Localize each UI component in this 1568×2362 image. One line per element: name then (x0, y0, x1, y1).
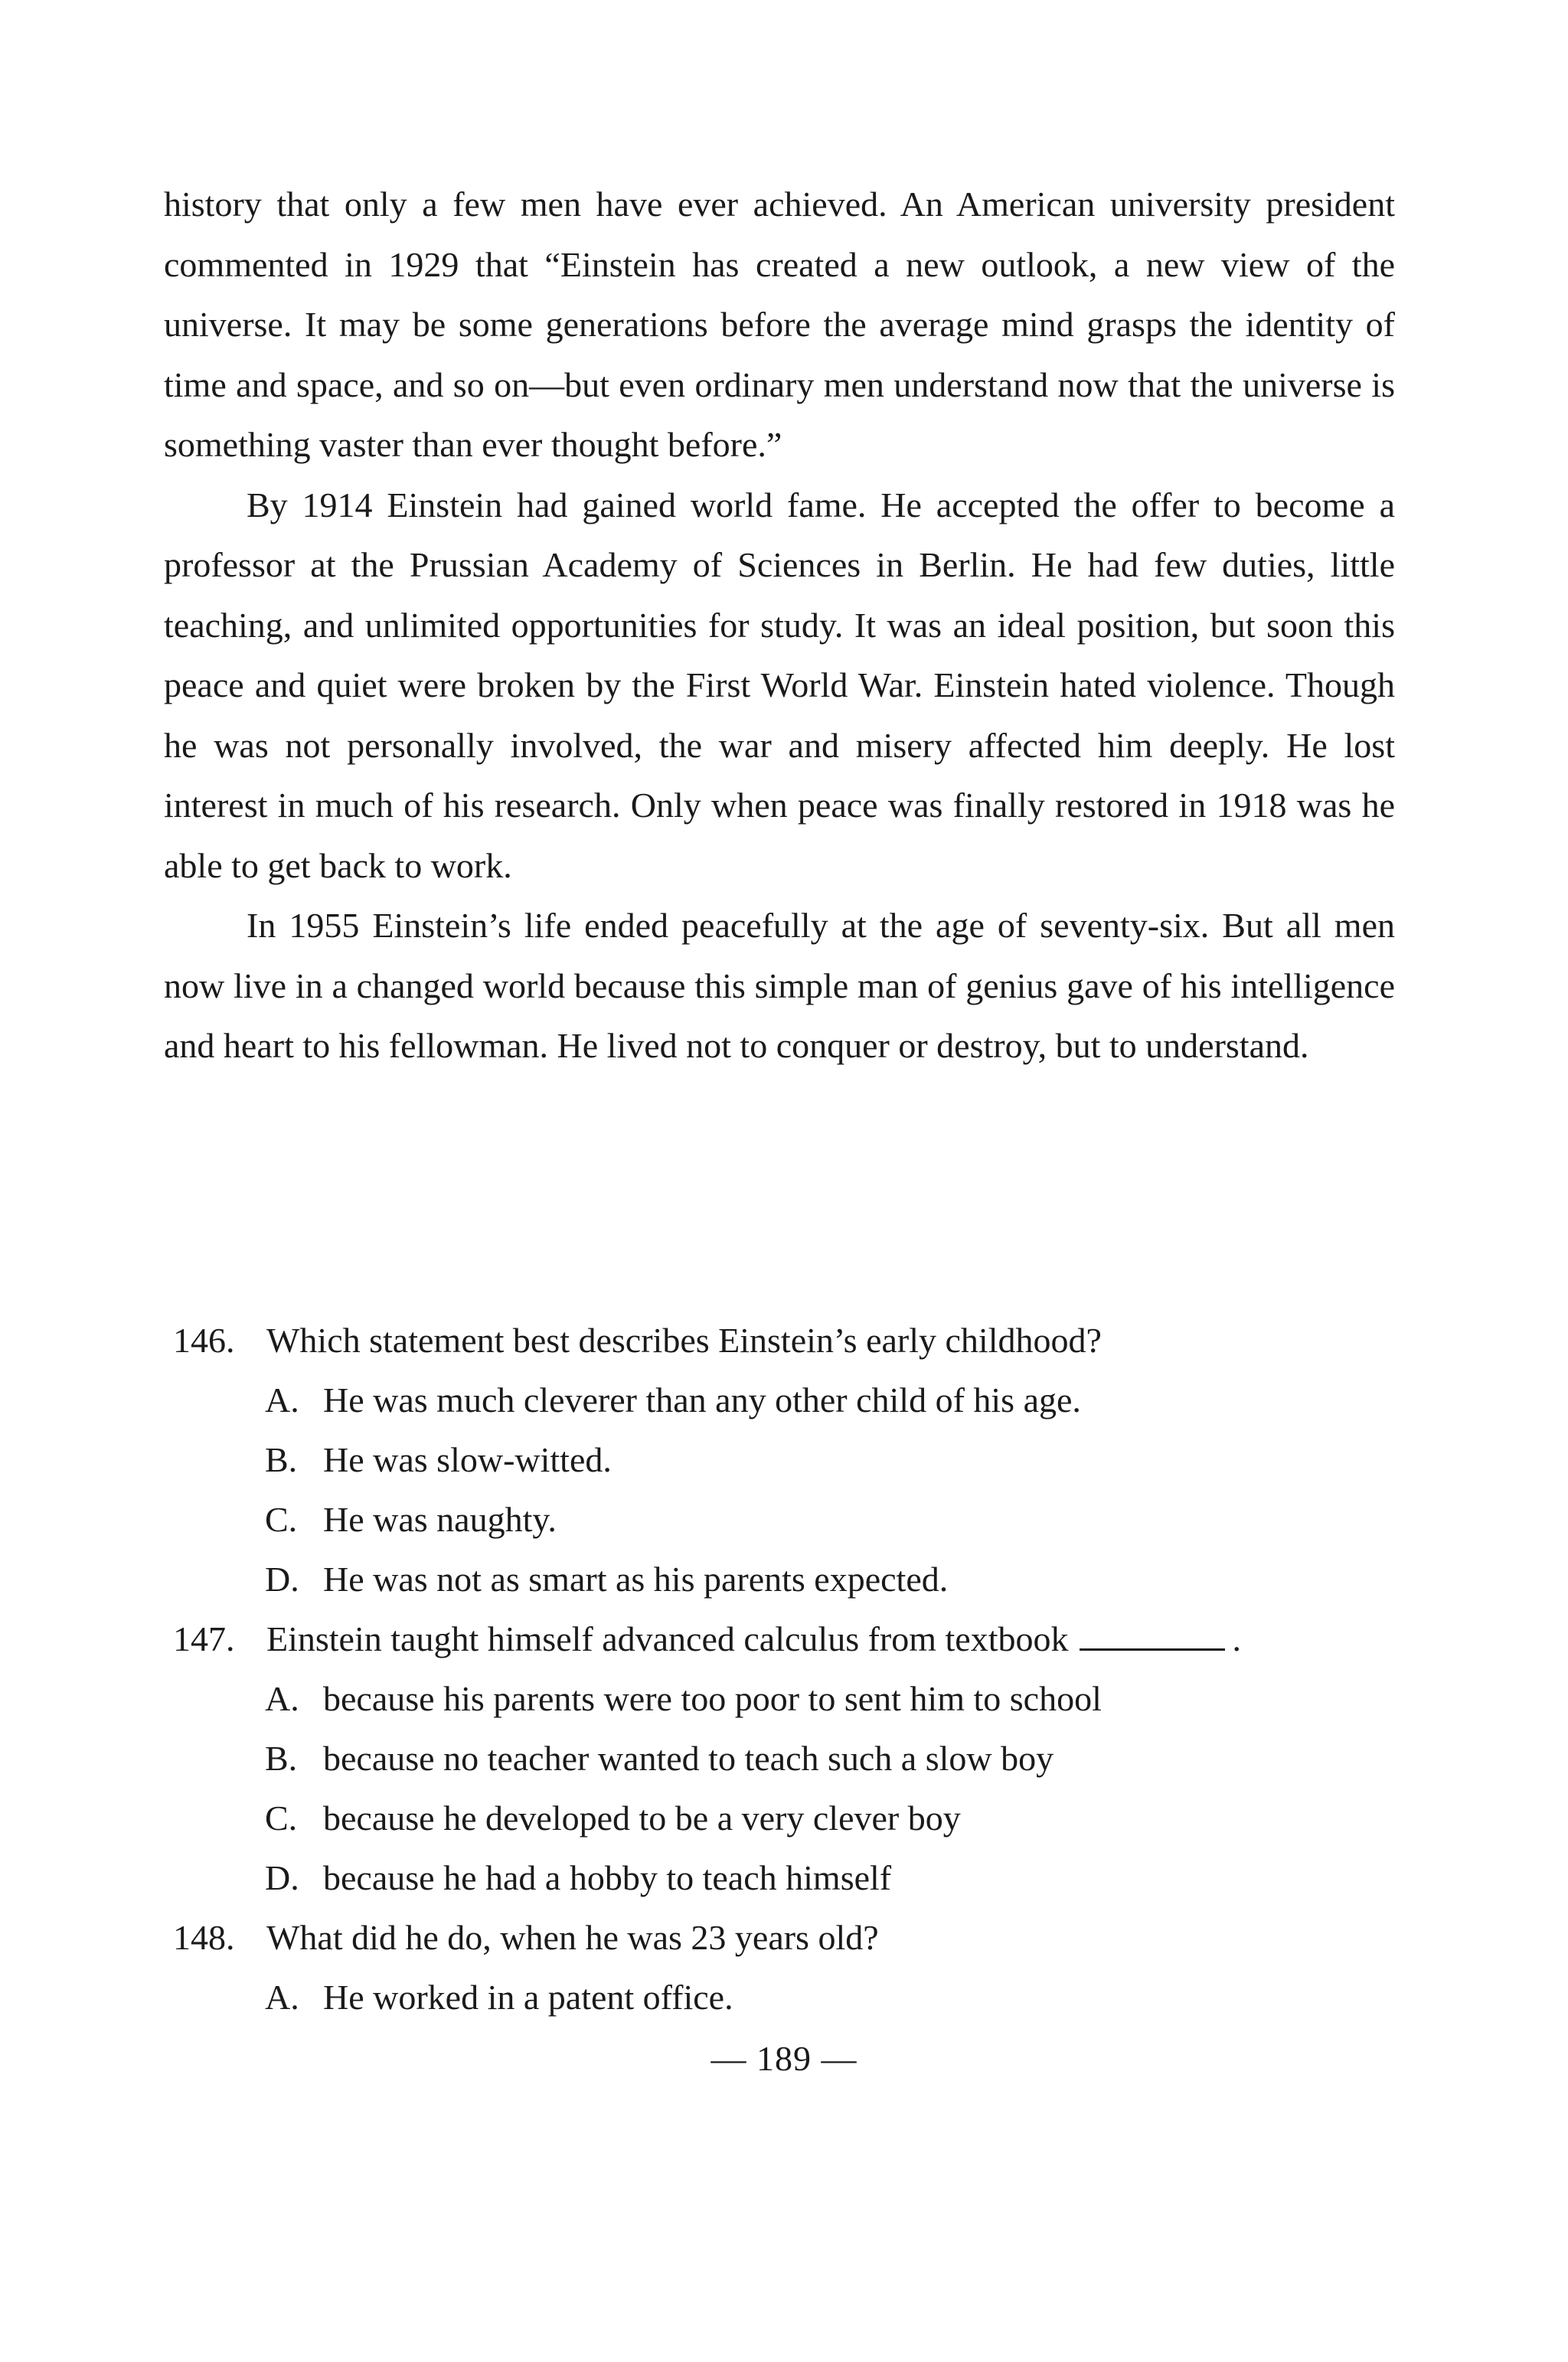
fill-in-blank (1080, 1621, 1225, 1651)
page-number: — 189 — (710, 2039, 858, 2078)
answer-option (173, 1669, 1398, 1729)
question-stem (173, 1311, 1398, 1370)
answer-option (173, 1430, 1398, 1490)
question-list (173, 1311, 1398, 2027)
option-text: because he developed to be a very clever boy (323, 1798, 961, 1838)
question-number: 148. (173, 1918, 235, 1957)
answer-option (173, 1789, 1398, 1848)
option-letter: C. (265, 1500, 298, 1539)
question-number: 147. (173, 1619, 235, 1658)
option-text: He was much cleverer than any other child of his age. (323, 1380, 1081, 1419)
answer-option (173, 1490, 1398, 1550)
passage-paragraph: history that only a few men have ever achieved. An American university president commented in 1929 that “Einstein has created a new outlook, a new view of the universe. It may be some generations before the average mind grasps the identity of time and space, and so on—but even ordinary men understand now that the universe is something vaster than ever thought before.” (164, 185, 1395, 464)
reading-passage (164, 175, 1395, 1076)
option-text: because his parents were too poor to sent him to school (323, 1679, 1102, 1718)
answer-option (173, 1550, 1398, 1609)
option-letter: B. (265, 1440, 298, 1479)
option-letter: C. (265, 1798, 298, 1838)
passage-paragraph: In 1955 Einstein’s life ended peacefully at the age of seventy-six. But all men now live in a changed world because this simple man of genius gave of his intelligence and heart to his fellowman. He lived not to conquer or destroy, but to understand. (164, 906, 1395, 1065)
question-147 (173, 1609, 1398, 1908)
option-letter: B. (265, 1739, 298, 1778)
question-number: 146. (173, 1321, 235, 1360)
option-text: He was naughty. (323, 1500, 557, 1539)
question-text-end: . (1232, 1619, 1241, 1658)
option-text: He was slow-witted. (323, 1440, 612, 1479)
question-text: Einstein taught himself advanced calculus from textbook (266, 1619, 1069, 1658)
option-letter: A. (265, 1380, 299, 1419)
option-text: He was not as smart as his parents expected. (323, 1560, 949, 1599)
question-text: What did he do, when he was 23 years old? (266, 1918, 879, 1957)
question-146 (173, 1311, 1398, 1609)
option-text: because he had a hobby to teach himself (323, 1858, 892, 1897)
option-text: because no teacher wanted to teach such a slow boy (323, 1739, 1054, 1778)
option-letter: D. (265, 1560, 299, 1599)
answer-option (173, 1968, 1398, 2027)
answer-option (173, 1848, 1398, 1908)
answer-option (173, 1729, 1398, 1789)
passage-paragraph: By 1914 Einstein had gained world fame. He accepted the offer to become a professor at the Prussian Academy of Sciences in Berlin. He had few duties, little teaching, and unlimited opportunities for study. It was an ideal position, but soon this peace and quiet were broken by the First World War. Einstein hated violence. Though he was not personally involved, the war and misery affected him deeply. He lost interest in much of his research. Only when peace was finally restored in 1918 was he able to get back to work. (164, 485, 1395, 885)
answer-option (173, 1370, 1398, 1430)
question-stem (173, 1908, 1398, 1968)
option-text: He worked in a patent office. (323, 1978, 733, 2017)
question-148 (173, 1908, 1398, 2027)
option-letter: A. (265, 1679, 299, 1718)
option-letter: A. (265, 1978, 299, 2017)
option-letter: D. (265, 1858, 299, 1897)
question-stem (173, 1609, 1398, 1669)
question-text: Which statement best describes Einstein’s early childhood? (266, 1321, 1102, 1360)
